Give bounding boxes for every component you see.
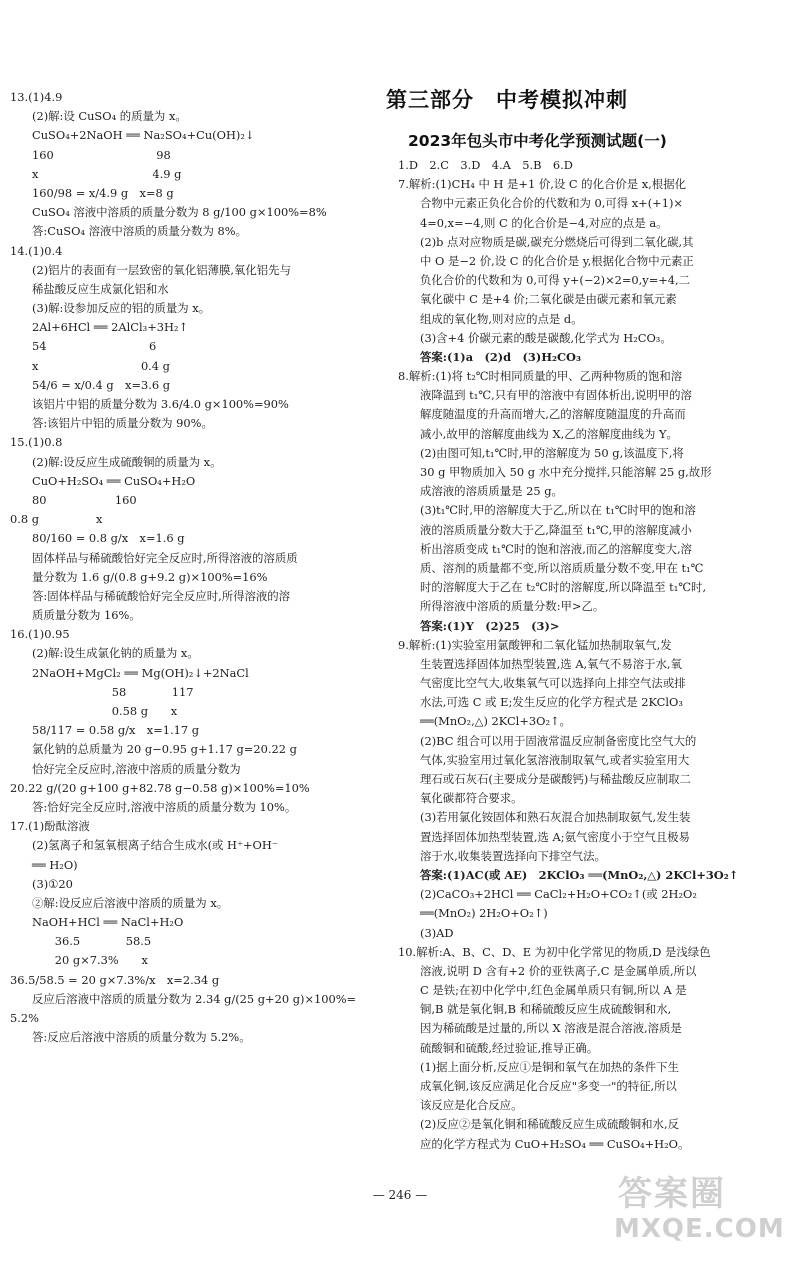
answer-line: 固体样品与稀硫酸恰好完全反应时,所得溶液的溶质质: [32, 550, 298, 565]
answer-line: CuSO₄ 溶液中溶质的质量分数为 8 g/100 g×100%=8%: [32, 205, 327, 220]
answer-line: 20.22 g/(20 g+100 g+82.78 g−0.58 g)×100%=10%: [10, 780, 310, 795]
right-column: [398, 156, 788, 1154]
answer-line: 稀盐酸反应生成氯化铝和水: [32, 281, 169, 296]
answer-line: (2)解:设生成氯化钠的质量为 x。: [32, 646, 199, 661]
answer-line: 气体,实验室用过氧化氢溶液制取氧气,或者实验室用大: [420, 752, 690, 767]
answer-line: (2)铝片的表面有一层致密的氧化铝薄膜,氧化铝先与: [32, 262, 291, 277]
answer-line: 答:该铝片中铝的质量分数为 90%。: [32, 416, 213, 431]
answer-line: 解度随温度的升高而增大,乙的溶解度随温度的升高而: [420, 407, 686, 422]
answer-line: ══(MnO₂) 2H₂O+O₂↑): [420, 906, 548, 921]
answer-line: 生装置选择固体加热型装置,选 A,氧气不易溶于水,氧: [420, 656, 682, 671]
answer-line: 2NaOH+MgCl₂ ══ Mg(OH)₂↓+2NaCl: [32, 665, 249, 680]
answer-line: ②解:设反应后溶液中溶质的质量为 x。: [32, 895, 229, 910]
answer-line: 质质量分数为 16%。: [32, 608, 141, 623]
answer-line: 置选择固体加热型装置,选 A;氨气密度小于空气且极易: [420, 829, 690, 844]
answer-line: 该反应是化合反应。: [420, 1098, 523, 1113]
answer-line: 氯化钠的总质量为 20 g−0.95 g+1.17 g=20.22 g: [32, 742, 297, 757]
answer-line: 氧化碳中 C 是+4 价;二氧化碳是由碳元素和氧元素: [420, 292, 677, 307]
answer-line: (3)若用氯化铵固体和熟石灰混合加热制取氨气,发生装: [420, 810, 691, 825]
answer-line: 合物中元素正负化合价的代数和为 0,可得 x+(+1)×: [420, 196, 683, 211]
answer-line: 硫酸铜和硫酸,经过验证,推导正确。: [420, 1040, 599, 1055]
answer-line: (1)据上面分析,反应①是铜和氧气在加热的条件下生: [420, 1059, 679, 1074]
answer-line: (3)含+4 价碳元素的酸是碳酸,化学式为 H₂CO₃。: [420, 330, 672, 345]
answer-line: 54/6 = x/0.4 g x=3.6 g: [32, 377, 171, 392]
answer-line: 恰好完全反应时,溶液中溶质的质量分数为: [32, 761, 241, 776]
answer-line: 54 6: [32, 339, 157, 354]
answer-line: 水法,可选 C 或 E;发生反应的化学方程式是 2KClO₃: [420, 695, 683, 710]
answer-line: 溶于水,收集装置选择向下排空气法。: [420, 848, 606, 863]
answer-line: 80 160: [32, 492, 137, 507]
answer-line: 溶液,说明 D 含有+2 价的亚铁离子,C 是金属单质,所以: [420, 963, 697, 978]
answer-line: 理石或石灰石(主要成分是碳酸钙)与稀盐酸反应制取二: [420, 772, 691, 786]
answer-line: 答:CuSO₄ 溶液中溶质的质量分数为 8%。: [32, 224, 247, 239]
exam-title: 2023年包头市中考化学预测试题(一): [408, 132, 667, 150]
answer-line: 9.解析:(1)实验室用氯酸钾和二氧化锰加热制取氧气,发: [398, 637, 672, 652]
answer-line: 所得溶液中溶质的质量分数:甲>乙。: [420, 599, 605, 614]
answer-line: 答:反应后溶液中溶质的质量分数为 5.2%。: [32, 1030, 251, 1045]
answer-line: 答案:(1)a (2)d (3)H₂CO₃: [420, 349, 581, 364]
answer-line: 0.58 g x: [32, 704, 178, 718]
answer-line: (2)由图可知,t₁℃时,甲的溶解度为 50 g,该温度下,将: [420, 445, 684, 460]
answer-line: 答:固体样品与稀硫酸恰好完全反应时,所得溶液的溶: [32, 588, 291, 603]
answer-line: 58/117 = 0.58 g/x x=1.17 g: [32, 723, 200, 738]
answer-line: 应的化学方程式为 CuO+H₂SO₄ ══ CuSO₄+H₂O。: [420, 1136, 690, 1151]
answer-line: CuO+H₂SO₄ ══ CuSO₄+H₂O: [32, 473, 196, 488]
answer-line: 成溶液的溶质质量是 25 g。: [420, 484, 563, 499]
answer-line: 液降温到 t₁℃,只有甲的溶液中有固体析出,说明甲的溶: [420, 388, 692, 403]
answer-line: 时的溶解度大于乙在 t₂℃时的溶解度,所以降温至 t₁℃时,: [420, 580, 707, 595]
answer-line: 1.D 2.C 3.D 4.A 5.B 6.D: [398, 158, 573, 172]
answer-line: 36.5 58.5: [32, 934, 152, 949]
answer-line: 氧化碳都符合要求。: [420, 791, 523, 806]
answer-line: 160 98: [32, 147, 171, 162]
answer-line: 中 O 是−2 价,设 C 的化合价是 y,根据化合物中元素正: [420, 253, 694, 268]
answer-line: 答:恰好完全反应时,溶液中溶质的质量分数为 10%。: [32, 799, 297, 814]
answer-line: (2)解:设 CuSO₄ 的质量为 x。: [32, 109, 187, 124]
watermark-logo-text: 答案圈: [618, 1174, 726, 1214]
answer-line: (3)AD: [420, 925, 454, 940]
left-column: [10, 88, 386, 1047]
answer-line: (2)反应②是氧化铜和稀硫酸反应生成硫酸铜和水,反: [420, 1117, 679, 1132]
answer-line: 10.解析:A、B、C、D、E 为初中化学常见的物质,D 是浅绿色: [398, 944, 711, 959]
answer-line: x 0.4 g: [32, 358, 170, 373]
answer-line: 反应后溶液中溶质的质量分数为 2.34 g/(25 g+20 g)×100%=: [32, 991, 357, 1006]
answer-line: ══(MnO₂,△) 2KCl+3O₂↑。: [420, 714, 571, 729]
answer-line: 该铝片中铝的质量分数为 3.6/4.0 g×100%=90%: [32, 397, 289, 411]
answer-line: 160/98 = x/4.9 g x=8 g: [32, 185, 174, 200]
answer-line: 80/160 = 0.8 g/x x=1.6 g: [32, 531, 185, 546]
answer-line: 30 g 甲物质加入 50 g 水中充分搅拌,只能溶解 25 g,故形: [420, 465, 712, 479]
answer-line: (3)①20: [32, 876, 73, 891]
answer-line: 因为稀硫酸是过量的,所以 X 溶液是混合溶液,溶质是: [420, 1021, 682, 1036]
section-title: 第三部分 中考模拟冲刺: [386, 88, 628, 112]
answer-line: 58 117: [32, 684, 194, 699]
answer-line: x 4.9 g: [32, 166, 182, 181]
answer-line: 16.(1)0.95: [10, 627, 70, 642]
answer-line: (2)解:设反应生成硫酸铜的质量为 x。: [32, 454, 222, 469]
answer-line: 负化合价的代数和为 0,可得 y+(−2)×2=0,y=+4,二: [420, 273, 691, 288]
answer-line: 7.解析:(1)CH₄ 中 H 是+1 价,设 C 的化合价是 x,根据化: [398, 177, 686, 192]
answer-line: 析出溶质变成 t₁℃时的饱和溶液,而乙的溶解度变大,溶: [420, 541, 692, 556]
answer-line: (2)BC 组合可以用于固液常温反应制备密度比空气大的: [420, 733, 697, 748]
watermark-url: MXQE.COM: [614, 1214, 785, 1244]
answer-line: CuSO₄+2NaOH ══ Na₂SO₄+Cu(OH)₂↓: [32, 128, 255, 143]
answer-line: 14.(1)0.4: [10, 243, 63, 258]
answer-line: ══ H₂O): [32, 857, 78, 872]
answer-line: (2)氢离子和氢氧根离子结合生成水(或 H⁺+OH⁻: [32, 838, 278, 853]
answer-line: 气密度比空气大,收集氧气可以选择向上排空气法或排: [420, 676, 686, 691]
answer-line: 答案:(1)Y (2)25 (3)>: [420, 618, 560, 633]
answer-line: 20 g×7.3% x: [32, 953, 148, 968]
answer-line: 组成的氧化物,则对应的点是 d。: [420, 311, 583, 326]
answer-line: (3)解:设参加反应的铝的质量为 x。: [32, 301, 211, 316]
answer-line: 8.解析:(1)将 t₂℃时相同质量的甲、乙两种物质的饱和溶: [398, 369, 683, 384]
answer-line: 答案:(1)AC(或 AE) 2KClO₃ ══(MnO₂,△) 2KCl+3O₂↑: [420, 867, 739, 882]
answer-line: 成氧化铜,该反应满足化合反应"多变一"的特征,所以: [420, 1079, 677, 1093]
answer-line: 15.(1)0.8: [10, 435, 63, 450]
answer-line: 0.8 g x: [10, 512, 103, 527]
answer-line: 13.(1)4.9: [10, 90, 63, 104]
answer-line: 4=0,x=−4,则 C 的化合价是−4,对应的点是 a。: [420, 215, 668, 230]
answer-line: 5.2%: [10, 1011, 39, 1025]
answer-line: 2Al+6HCl ══ 2AlCl₃+3H₂↑: [32, 320, 189, 335]
answer-line: 36.5/58.5 = 20 g×7.3%/x x=2.34 g: [10, 972, 220, 987]
answer-line: (3)t₁℃时,甲的溶解度大于乙,所以在 t₁℃时甲的饱和溶: [420, 503, 696, 518]
answer-line: C 是铁;在初中化学中,红色金属单质只有铜,所以 A 是: [420, 983, 687, 998]
answer-line: 液的溶质质量分数大于乙,降温至 t₁℃,甲的溶解度减小: [420, 522, 692, 537]
site-watermark: [610, 1166, 790, 1252]
answer-line: (2)CaCO₃+2HCl ══ CaCl₂+H₂O+CO₂↑(或 2H₂O₂: [420, 887, 697, 902]
answer-line: 量分数为 1.6 g/(0.8 g+9.2 g)×100%=16%: [32, 569, 268, 584]
answer-line: 减小,故甲的溶解度曲线为 X,乙的溶解度曲线为 Y。: [420, 426, 678, 441]
answer-line: 铜,B 就是氧化铜,B 和稀硫酸反应生成硫酸铜和水,: [420, 1002, 672, 1017]
page-number: — 246 —: [372, 1188, 428, 1202]
answer-line: NaOH+HCl ══ NaCl+H₂O: [32, 915, 184, 930]
answer-line: (2)b 点对应物质是碳,碳充分燃烧后可得到二氧化碳,其: [420, 234, 694, 249]
answer-line: 质、溶剂的质量都不变,所以溶质质量分数不变,甲在 t₁℃: [420, 560, 704, 575]
answer-line: 17.(1)酚酞溶液: [10, 819, 90, 834]
